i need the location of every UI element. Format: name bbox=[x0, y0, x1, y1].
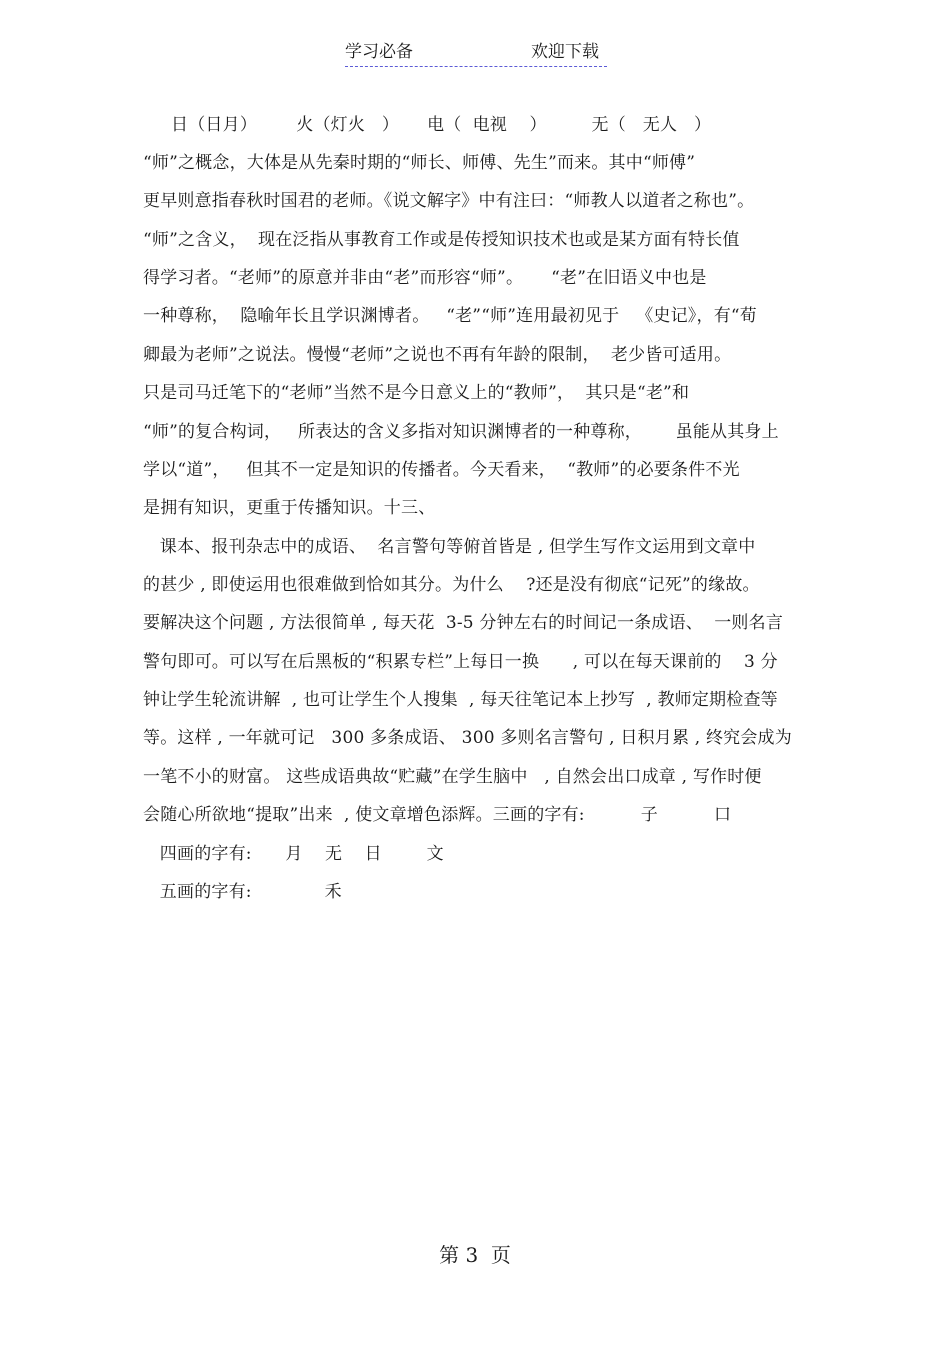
text-line: 是拥有知识，更重于传播知识。十三、 bbox=[143, 498, 436, 518]
header-right-text: 欢迎下载 bbox=[531, 42, 599, 62]
text-line: 日（日月） 火（灯火 ） 电（ 电视 ） 无（ 无人 ） bbox=[143, 115, 712, 135]
text-line: “师”的复合构词， 所表达的含义多指对知识渊博者的一种尊称， 虽能从其身上 bbox=[143, 422, 779, 442]
text-line: 只是司马迁笔下的“老师”当然不是今日意义上的“教师”， 其只是“老”和 bbox=[143, 383, 690, 403]
page-number: 第 3 页 bbox=[439, 1243, 511, 1267]
text-line: “师”之概念，大体是从先秦时期的“师长、师傅、先生”而来。其中“师傅” bbox=[143, 153, 696, 173]
text-line: 警句即可。可以写在后黑板的“积累专栏”上每日一换 , 可以在每天课前的 3 分 bbox=[143, 652, 778, 672]
text-line: 得学习者。“老师”的原意并非由“老”而形容“师”。 “老”在旧语义中也是 bbox=[143, 268, 707, 288]
header-left-text: 学习必备 bbox=[345, 42, 413, 62]
page-header bbox=[345, 40, 607, 67]
text-line: 等。这样 , 一年就可记 300 多条成语、 300 多则名言警句 , 日积月累 , 终究会成为 bbox=[143, 728, 792, 748]
text-line: 一种尊称， 隐喻年长且学识渊博者。 “老”“师”连用最初见于 《史记》，有“荀 bbox=[143, 306, 757, 326]
text-line: 一笔不小的财富。 这些成语典故“贮藏”在学生脑中 , 自然会出口成章 , 写作时便 bbox=[143, 767, 762, 787]
text-line: 钟让学生轮流讲解 , 也可让学生个人搜集 , 每天往笔记本上抄写 , 教师定期检查等 bbox=[143, 690, 778, 710]
text-line: 卿最为老师”之说法。慢慢“老师”之说也不再有年龄的限制， 老少皆可适用。 bbox=[143, 345, 732, 365]
text-line: 要解决这个问题 , 方法很简单 , 每天花 3-5 分钟左右的时间记一条成语、 一则名言 bbox=[143, 613, 784, 633]
text-line: 五画的字有: 禾 bbox=[143, 882, 342, 902]
text-line: 学以“道”， 但其不一定是知识的传播者。今天看来， “教师”的必要条件不光 bbox=[143, 460, 740, 480]
text-line: 会随心所欲地“提取”出来 , 使文章增色添辉。三画的字有: 子 口 bbox=[143, 805, 732, 825]
text-line: “师”之含义， 现在泛指从事教育工作或是传授知识技术也或是某方面有特长值 bbox=[143, 230, 740, 250]
text-line: 更早则意指春秋时国君的老师。《说文解字》中有注曰：“师教人以道者之称也”。 bbox=[143, 191, 755, 211]
text-line: 课本、报刊杂志中的成语、 名言警句等俯首皆是 , 但学生写作文运用到文章中 bbox=[143, 537, 756, 557]
text-line: 的甚少 , 即使运用也很难做到恰如其分。为什么 ?还是没有彻底“记死”的缘故。 bbox=[143, 575, 760, 595]
text-line: 四画的字有: 月 无 日 文 bbox=[143, 844, 444, 864]
